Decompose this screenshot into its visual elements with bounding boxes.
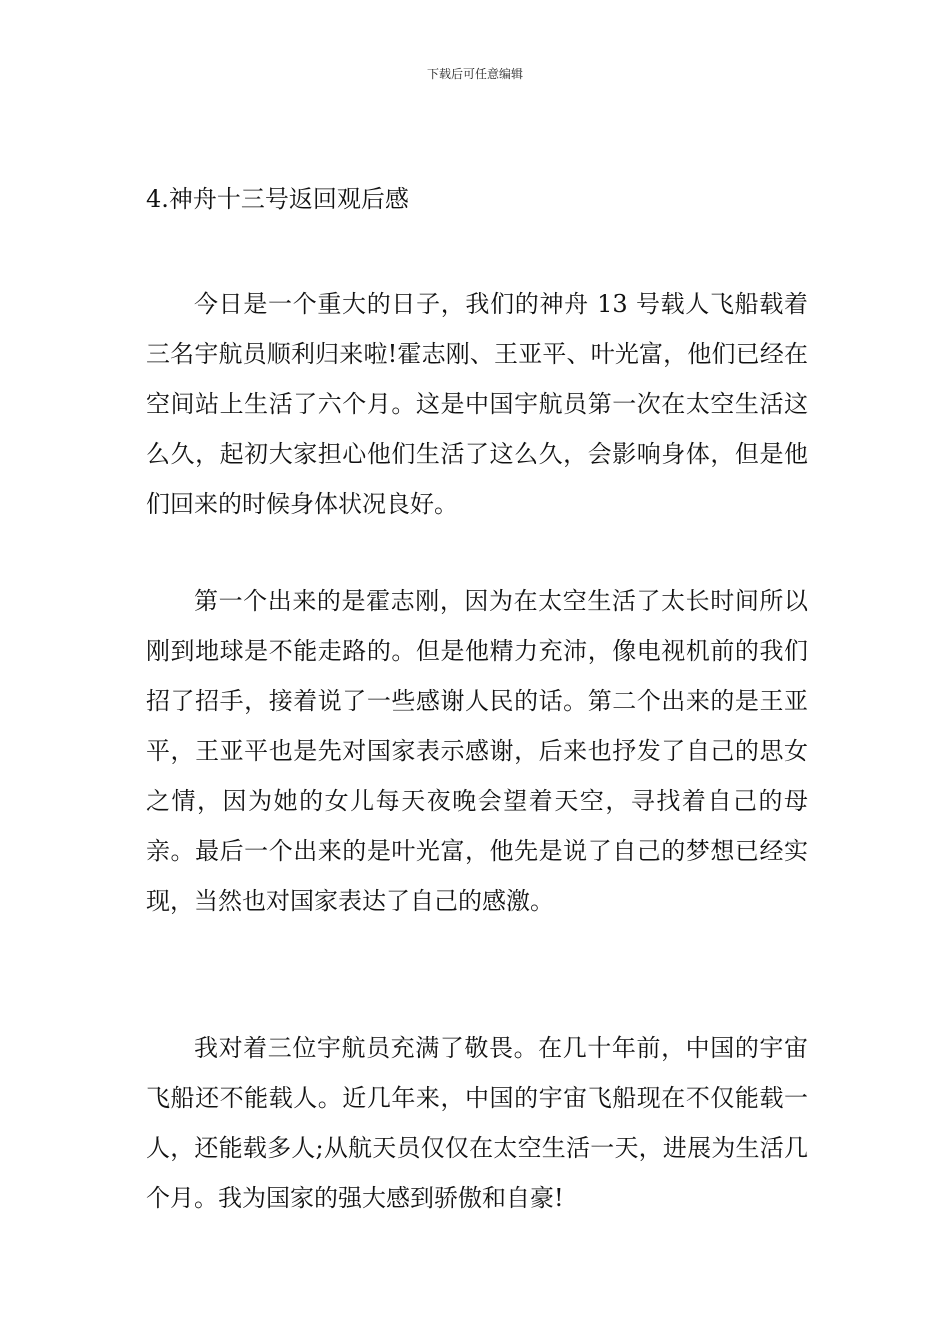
paragraph-1: 今日是一个重大的日子，我们的神舟 13 号载人飞船载着三名宇航员顺利归来啦!霍志刚、王亚平、叶光富，他们已经在空间站上生活了六个月。这是中国宇航员第一次在太空生活这么久，起初大家担心他们生活了这么久，会影响身体，但是他们回来的时候身体状况良好。 (146, 290, 808, 518)
document-title: 4.神舟十三号返回观后感 (146, 185, 409, 213)
header-note: 下载后可任意编辑 (426, 67, 523, 81)
paragraph-2: 第一个出来的是霍志刚，因为在太空生活了太长时间所以刚到地球是不能走路的。但是他精力充沛，像电视机前的我们招了招手，接着说了一些感谢人民的话。第二个出来的是王亚平，王亚平也是先对国家表示感谢，后来也抒发了自己的思女之情，因为她的女儿每天夜晚会望着天空，寻找着自己的母亲。最后一个出来的是叶光富，他先是说了自己的梦想已经实现，当然也对国家表达了自己的感激。 (146, 587, 808, 915)
paragraph-3: 我对着三位宇航员充满了敬畏。在几十年前，中国的宇宙飞船还不能载人。近几年来，中国的宇宙飞船现在不仅能载一人，还能载多人;从航天员仅仅在太空生活一天，进展为生活几个月。我为国家的强大感到骄傲和自豪! (146, 1034, 808, 1212)
